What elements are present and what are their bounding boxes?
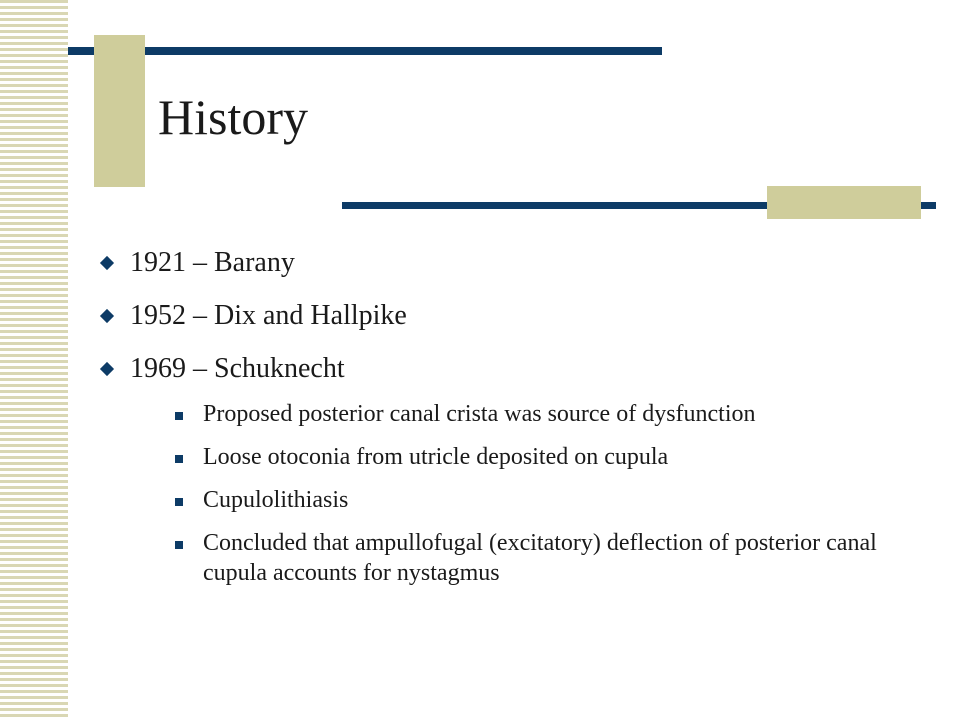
left-stripe-border bbox=[0, 0, 68, 720]
top-rule-line bbox=[68, 47, 662, 55]
title-accent-block bbox=[94, 35, 145, 187]
square-bullet-icon bbox=[175, 455, 183, 463]
sub-bullet-item bbox=[175, 399, 920, 429]
slide-title: History bbox=[158, 89, 308, 145]
sub-bullet-text: Cupulolithiasis bbox=[203, 487, 349, 513]
bullet-item bbox=[100, 299, 920, 333]
slide-content bbox=[100, 246, 920, 607]
sub-bullet-list bbox=[175, 399, 920, 588]
right-accent-block bbox=[767, 186, 921, 219]
square-bullet-icon bbox=[175, 412, 183, 420]
bullet-text: 1969 – Schuknecht bbox=[130, 353, 345, 384]
bullet-item bbox=[100, 352, 920, 588]
square-bullet-icon bbox=[175, 541, 183, 549]
diamond-bullet-icon bbox=[100, 309, 114, 323]
bullet-item bbox=[100, 246, 920, 280]
bullet-text: 1921 – Barany bbox=[130, 247, 295, 278]
sub-bullet-text: Concluded that ampullofugal (excitatory) deflection of posterior canal cupula accounts for nystagmus bbox=[203, 530, 877, 586]
bullet-list bbox=[100, 246, 920, 588]
diamond-bullet-icon bbox=[100, 362, 114, 376]
sub-bullet-item bbox=[175, 442, 920, 472]
sub-bullet-item bbox=[175, 485, 920, 515]
diamond-bullet-icon bbox=[100, 256, 114, 270]
bullet-text: 1952 – Dix and Hallpike bbox=[130, 300, 407, 331]
sub-bullet-text: Loose otoconia from utricle deposited on cupula bbox=[203, 444, 669, 470]
square-bullet-icon bbox=[175, 498, 183, 506]
sub-bullet-text: Proposed posterior canal crista was source of dysfunction bbox=[203, 401, 756, 427]
sub-bullet-item bbox=[175, 528, 920, 588]
